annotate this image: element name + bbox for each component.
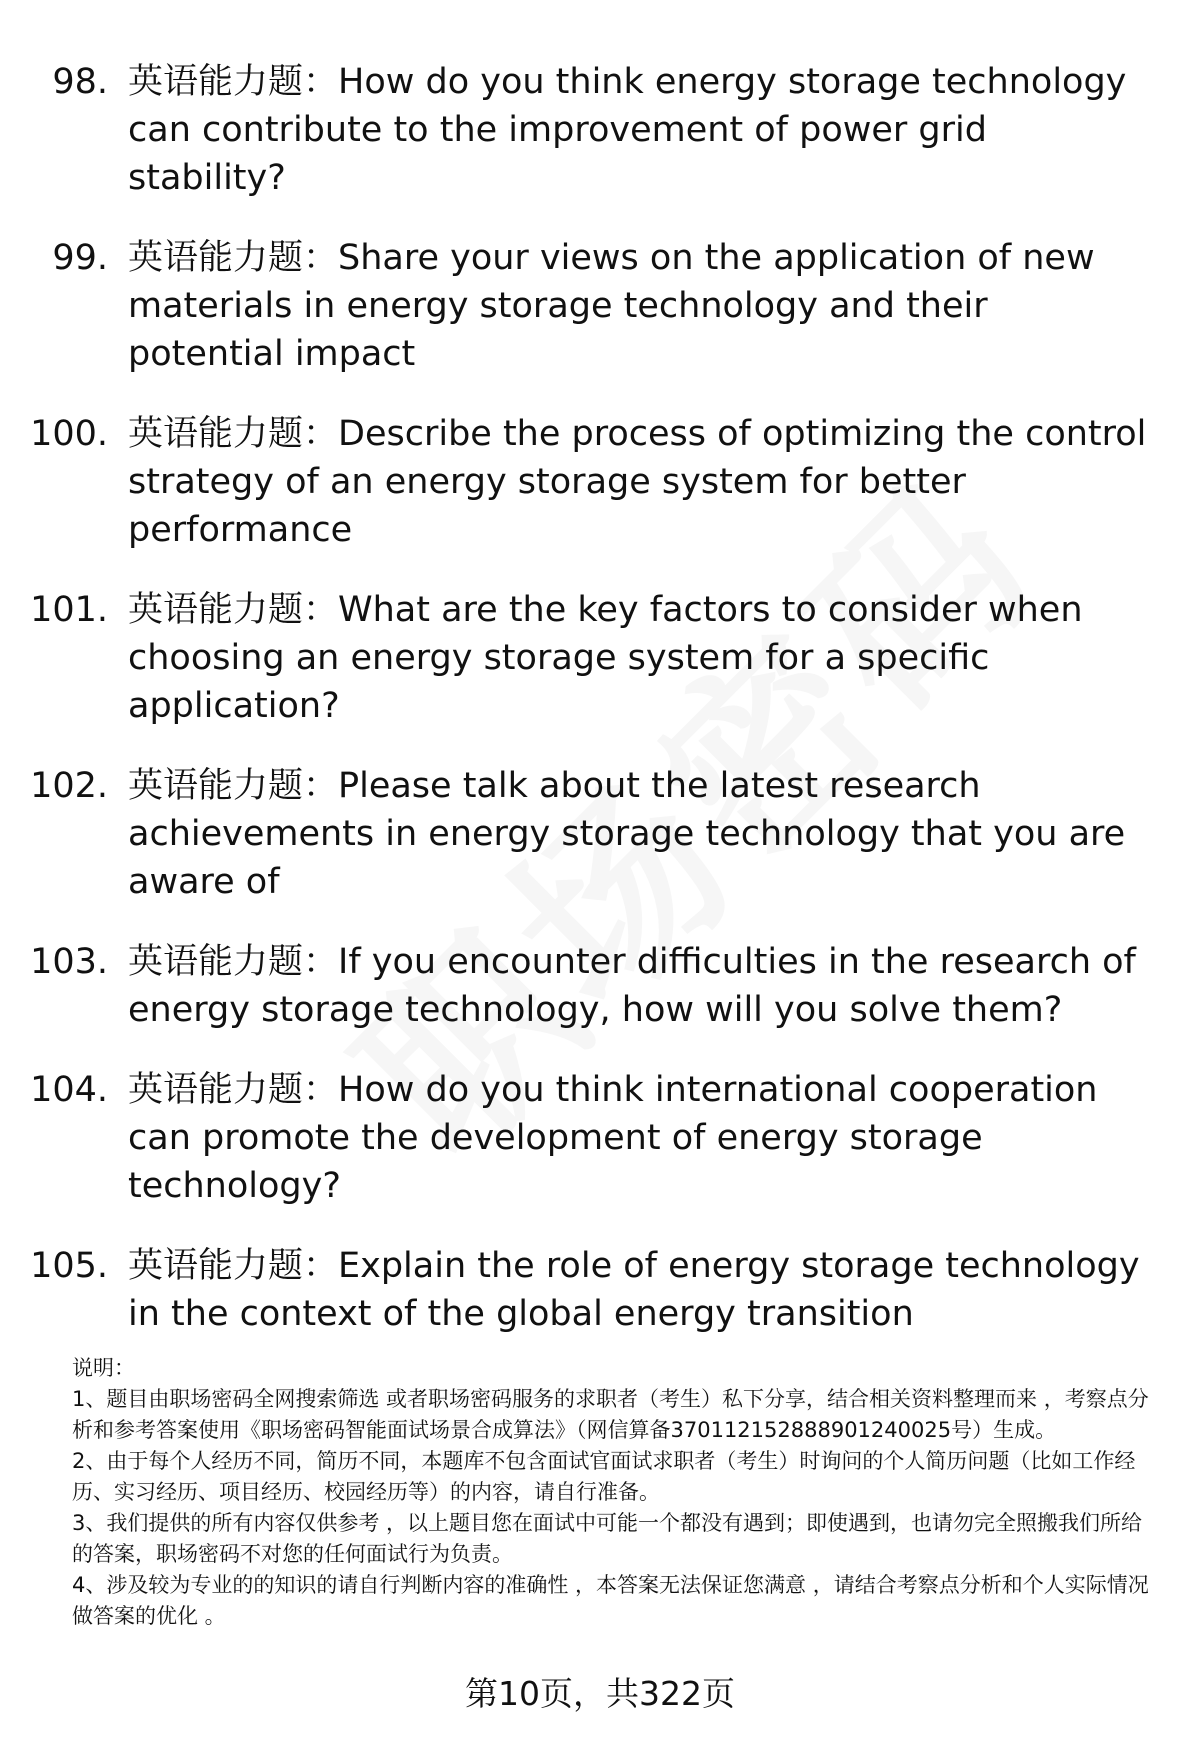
note-item: 4、涉及较为专业的的知识的请自行判断内容的准确性 ，本答案无法保证您满意 ，请结合考察点分析和个人实际情况做答案的优化 。 xyxy=(72,1573,1149,1628)
question-text: 英语能力题：If you encounter difficulties in the research of energy storage technology, how will you solve them? xyxy=(128,942,1136,1030)
question-number: 98. xyxy=(52,62,108,102)
question-item xyxy=(0,234,1200,378)
question-item xyxy=(0,1242,1200,1338)
question-item xyxy=(0,410,1200,554)
note-item: 3、我们提供的所有内容仅供参考 ，以上题目您在面试中可能一个都没有遇到；即使遇到，也请勿完全照搬我们所给的答案，职场密码不对您的任何面试行为负责。 xyxy=(72,1511,1143,1566)
question-text: 英语能力题：Describe the process of optimizing the control strategy of an energy storage system for better performance xyxy=(128,414,1147,550)
question-text: 英语能力题：What are the key factors to consider when choosing an energy storage system for a specific application? xyxy=(128,590,1083,726)
question-item xyxy=(0,58,1200,202)
question-item xyxy=(0,1066,1200,1210)
question-text: 英语能力题：Explain the role of energy storage technology in the context of the global energy transition xyxy=(128,1246,1140,1334)
question-text: 英语能力题：How do you think energy storage technology can contribute to the improvement of power grid stability? xyxy=(128,62,1127,198)
question-text: 英语能力题：Share your views on the application of new materials in energy storage technology and their potential impact xyxy=(128,238,1095,374)
question-item xyxy=(0,762,1200,906)
question-text: 英语能力题：Please talk about the latest research achievements in energy storage technology that you are aware of xyxy=(128,766,1126,902)
question-item xyxy=(0,586,1200,730)
note-item: 1、题目由职场密码全网搜索筛选 或者职场密码服务的求职者（考生）私下分享，结合相关资料整理而来 ，考察点分析和参考答案使用《职场密码智能面试场景合成算法》（网信算备370112152888901240025号）生成。 xyxy=(72,1387,1149,1442)
question-list xyxy=(0,58,1200,1370)
notes-heading: 说明： xyxy=(72,1356,135,1380)
note-item: 2、由于每个人经历不同，简历不同，本题库不包含面试官面试求职者（考生）时询问的个人简历问题（比如工作经历、实习经历、项目经历、校园经历等）的内容，请自行准备。 xyxy=(72,1449,1136,1504)
question-number: 102. xyxy=(30,766,108,806)
notes-section xyxy=(72,1353,1157,1632)
question-number: 103. xyxy=(30,942,108,982)
question-number: 99. xyxy=(52,238,108,278)
page-footer: 第10页，共322页 xyxy=(465,1674,735,1713)
question-item xyxy=(0,938,1200,1034)
question-number: 105. xyxy=(30,1246,108,1286)
question-number: 100. xyxy=(30,414,108,454)
question-number: 101. xyxy=(30,590,108,630)
question-text: 英语能力题：How do you think international cooperation can promote the development of energy storage technology? xyxy=(128,1070,1098,1206)
question-number: 104. xyxy=(30,1070,108,1110)
